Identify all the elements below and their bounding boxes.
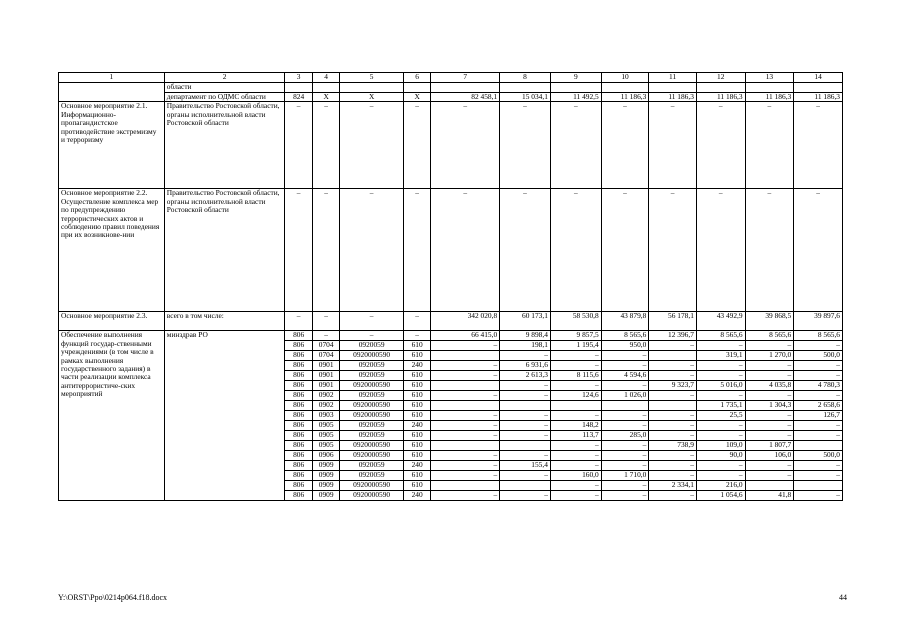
value-cell: 0901 bbox=[312, 361, 340, 371]
column-header: 14 bbox=[794, 73, 843, 83]
table-row bbox=[59, 189, 843, 312]
value-cell bbox=[500, 441, 551, 451]
value-cell: – bbox=[431, 189, 500, 312]
value-cell: 806 bbox=[285, 351, 313, 361]
value-cell: – bbox=[550, 441, 601, 451]
value-cell: 0902 bbox=[312, 401, 340, 411]
value-cell: 1 710,0 bbox=[601, 471, 649, 481]
value-cell: – bbox=[431, 491, 500, 501]
value-cell: – bbox=[340, 189, 403, 312]
value-cell: – bbox=[550, 361, 601, 371]
value-cell: – bbox=[601, 451, 649, 461]
value-cell: 0920059 bbox=[340, 371, 403, 381]
value-cell: – bbox=[745, 461, 794, 471]
value-cell: 610 bbox=[403, 441, 431, 451]
value-cell: 8 565,6 bbox=[696, 331, 745, 341]
value-cell: – bbox=[431, 461, 500, 471]
value-cell: – bbox=[500, 471, 551, 481]
value-cell: 0920059 bbox=[340, 391, 403, 401]
value-cell: 0903 bbox=[312, 411, 340, 421]
value-cell: 1 195,4 bbox=[550, 341, 601, 351]
value-cell: – bbox=[500, 491, 551, 501]
value-cell: – bbox=[601, 381, 649, 391]
value-cell bbox=[431, 401, 500, 411]
value-cell: – bbox=[601, 102, 649, 189]
column-header: 10 bbox=[601, 73, 649, 83]
value-cell: – bbox=[550, 451, 601, 461]
value-cell: – bbox=[500, 351, 551, 361]
value-cell: 610 bbox=[403, 451, 431, 461]
value-cell bbox=[550, 401, 601, 411]
value-cell: 4 035,8 bbox=[745, 381, 794, 391]
value-cell: 0920000590 bbox=[340, 451, 403, 461]
value-cell: – bbox=[550, 102, 601, 189]
value-cell: 806 bbox=[285, 361, 313, 371]
value-cell: 9 323,7 bbox=[649, 381, 697, 391]
value-cell: – bbox=[431, 102, 500, 189]
value-cell: 0920059 bbox=[340, 431, 403, 441]
value-cell: 806 bbox=[285, 391, 313, 401]
value-cell bbox=[340, 83, 403, 93]
value-cell: 39 868,5 bbox=[745, 312, 794, 331]
value-cell: – bbox=[696, 471, 745, 481]
value-cell: 950,0 bbox=[601, 341, 649, 351]
value-cell: 806 bbox=[285, 431, 313, 441]
value-cell bbox=[431, 83, 500, 93]
table-header-row bbox=[59, 73, 843, 83]
value-cell: 216,0 bbox=[696, 481, 745, 491]
value-cell: 1 807,7 bbox=[745, 441, 794, 451]
value-cell bbox=[431, 481, 500, 491]
column-header: 4 bbox=[312, 73, 340, 83]
value-cell: 0905 bbox=[312, 431, 340, 441]
value-cell: 8 565,6 bbox=[794, 331, 843, 341]
value-cell: – bbox=[500, 391, 551, 401]
table-row bbox=[59, 102, 843, 189]
value-cell: – bbox=[500, 451, 551, 461]
value-cell: – bbox=[285, 312, 313, 331]
value-cell bbox=[601, 401, 649, 411]
value-cell: X bbox=[340, 93, 403, 102]
value-cell: – bbox=[745, 102, 794, 189]
value-cell: 1 735,1 bbox=[696, 401, 745, 411]
value-cell: 0909 bbox=[312, 471, 340, 481]
value-cell: – bbox=[312, 189, 340, 312]
value-cell bbox=[794, 83, 843, 93]
value-cell: – bbox=[649, 421, 697, 431]
column-header: 12 bbox=[696, 73, 745, 83]
value-cell: – bbox=[431, 471, 500, 481]
value-cell: – bbox=[500, 381, 551, 391]
value-cell: 0901 bbox=[312, 381, 340, 391]
value-cell: – bbox=[340, 312, 403, 331]
column-header: 11 bbox=[649, 73, 697, 83]
value-cell: – bbox=[312, 331, 340, 341]
value-cell: 500,0 bbox=[794, 451, 843, 461]
value-cell bbox=[745, 83, 794, 93]
value-cell: – bbox=[649, 461, 697, 471]
value-cell: 806 bbox=[285, 491, 313, 501]
value-cell bbox=[649, 83, 697, 93]
value-cell bbox=[649, 401, 697, 411]
value-cell: 43 492,9 bbox=[696, 312, 745, 331]
value-cell bbox=[431, 381, 500, 391]
value-cell: 12 396,7 bbox=[649, 331, 697, 341]
value-cell: 610 bbox=[403, 341, 431, 351]
value-cell: – bbox=[696, 461, 745, 471]
value-cell: – bbox=[696, 361, 745, 371]
value-cell: – bbox=[500, 411, 551, 421]
value-cell: 610 bbox=[403, 411, 431, 421]
value-cell: – bbox=[601, 361, 649, 371]
value-cell: 1 304,3 bbox=[745, 401, 794, 411]
value-cell: 4 594,6 bbox=[601, 371, 649, 381]
value-cell: 0909 bbox=[312, 491, 340, 501]
value-cell: – bbox=[550, 461, 601, 471]
value-cell: – bbox=[794, 361, 843, 371]
value-cell: 106,0 bbox=[745, 451, 794, 461]
value-cell: 806 bbox=[285, 381, 313, 391]
value-cell: 160,0 bbox=[550, 471, 601, 481]
value-cell bbox=[550, 83, 601, 93]
value-cell: 15 034,1 bbox=[500, 93, 551, 102]
column-header: 7 bbox=[431, 73, 500, 83]
value-cell: – bbox=[745, 391, 794, 401]
value-cell: – bbox=[696, 189, 745, 312]
value-cell: – bbox=[500, 102, 551, 189]
value-cell: 319,1 bbox=[696, 351, 745, 361]
value-cell: 0909 bbox=[312, 481, 340, 491]
value-cell: – bbox=[500, 421, 551, 431]
value-cell: – bbox=[649, 102, 697, 189]
value-cell: – bbox=[794, 371, 843, 381]
value-cell: – bbox=[431, 361, 500, 371]
value-cell bbox=[431, 351, 500, 361]
value-cell: 610 bbox=[403, 471, 431, 481]
value-cell: 0920000590 bbox=[340, 481, 403, 491]
executor-cell: Правительство Ростовской области, органы исполнительной власти Ростовской области bbox=[164, 102, 285, 189]
value-cell: – bbox=[601, 491, 649, 501]
table-row bbox=[59, 93, 843, 102]
column-header: 1 bbox=[59, 73, 165, 83]
value-cell bbox=[285, 83, 313, 93]
activity-name-continued: Обеспечение выполнения функций государ-ственными учреждениями (в том числе в рамках выполнения государственного задания) в части реализации комплекса антитеррористиче-ских мероприятий bbox=[59, 331, 165, 501]
executor-cell: минздрав РО bbox=[164, 331, 285, 501]
value-cell: 0920000590 bbox=[340, 401, 403, 411]
value-cell: 0905 bbox=[312, 441, 340, 451]
value-cell: – bbox=[550, 411, 601, 421]
value-cell: – bbox=[431, 451, 500, 461]
value-cell: – bbox=[649, 341, 697, 351]
value-cell: – bbox=[550, 491, 601, 501]
value-cell: – bbox=[403, 312, 431, 331]
value-cell: – bbox=[431, 341, 500, 351]
value-cell: 500,0 bbox=[794, 351, 843, 361]
value-cell: – bbox=[601, 481, 649, 491]
value-cell: 610 bbox=[403, 371, 431, 381]
value-cell: 0920059 bbox=[340, 471, 403, 481]
value-cell: 11 186,3 bbox=[794, 93, 843, 102]
value-cell: – bbox=[696, 102, 745, 189]
value-cell: – bbox=[649, 491, 697, 501]
value-cell: 109,0 bbox=[696, 441, 745, 451]
value-cell: 806 bbox=[285, 401, 313, 411]
value-cell: 240 bbox=[403, 421, 431, 431]
value-cell: 6 931,6 bbox=[500, 361, 551, 371]
value-cell: – bbox=[550, 481, 601, 491]
value-cell: 342 020,8 bbox=[431, 312, 500, 331]
value-cell: 285,0 bbox=[601, 431, 649, 441]
value-cell: – bbox=[696, 431, 745, 441]
value-cell: – bbox=[601, 411, 649, 421]
column-header: 3 bbox=[285, 73, 313, 83]
table-row bbox=[59, 83, 843, 93]
footer-file-path: Y:\ORST\Ppo\0214p064.f18.docx bbox=[58, 593, 168, 602]
value-cell: 0920000590 bbox=[340, 381, 403, 391]
value-cell: – bbox=[794, 189, 843, 312]
value-cell: – bbox=[550, 189, 601, 312]
value-cell: 8 565,6 bbox=[745, 331, 794, 341]
value-cell: – bbox=[649, 189, 697, 312]
column-header: 5 bbox=[340, 73, 403, 83]
value-cell: 1 026,0 bbox=[601, 391, 649, 401]
value-cell: – bbox=[431, 411, 500, 421]
value-cell bbox=[312, 83, 340, 93]
value-cell: 66 415,0 bbox=[431, 331, 500, 341]
value-cell: 113,7 bbox=[550, 431, 601, 441]
value-cell: 806 bbox=[285, 481, 313, 491]
value-cell: – bbox=[431, 431, 500, 441]
value-cell: – bbox=[794, 341, 843, 351]
value-cell: – bbox=[550, 381, 601, 391]
value-cell: 90,0 bbox=[696, 451, 745, 461]
value-cell: 2 613,3 bbox=[500, 371, 551, 381]
value-cell bbox=[601, 83, 649, 93]
value-cell: – bbox=[745, 411, 794, 421]
value-cell: 2 334,1 bbox=[649, 481, 697, 491]
value-cell: 0920000590 bbox=[340, 491, 403, 501]
value-cell: 806 bbox=[285, 421, 313, 431]
value-cell: – bbox=[649, 361, 697, 371]
executor-cell: департамент по ОДМС области bbox=[164, 93, 285, 102]
value-cell: 240 bbox=[403, 361, 431, 371]
value-cell: – bbox=[794, 391, 843, 401]
value-cell: 0902 bbox=[312, 391, 340, 401]
value-cell: 4 780,3 bbox=[794, 381, 843, 391]
value-cell: 0920059 bbox=[340, 361, 403, 371]
value-cell: – bbox=[696, 421, 745, 431]
value-cell: X bbox=[403, 93, 431, 102]
value-cell: 155,4 bbox=[500, 461, 551, 471]
value-cell: 240 bbox=[403, 461, 431, 471]
value-cell: 806 bbox=[285, 471, 313, 481]
value-cell: – bbox=[285, 189, 313, 312]
value-cell: – bbox=[403, 189, 431, 312]
value-cell: – bbox=[601, 441, 649, 451]
column-header: 6 bbox=[403, 73, 431, 83]
value-cell bbox=[500, 481, 551, 491]
column-header: 8 bbox=[500, 73, 551, 83]
table-row bbox=[59, 312, 843, 331]
value-cell: – bbox=[794, 431, 843, 441]
value-cell: – bbox=[745, 341, 794, 351]
value-cell: 806 bbox=[285, 341, 313, 351]
value-cell: 1 270,0 bbox=[745, 351, 794, 361]
value-cell: 0906 bbox=[312, 451, 340, 461]
value-cell: 39 897,6 bbox=[794, 312, 843, 331]
value-cell: 11 186,3 bbox=[601, 93, 649, 102]
activity-cell bbox=[59, 83, 165, 102]
table-row bbox=[59, 331, 843, 341]
value-cell: 11 492,5 bbox=[550, 93, 601, 102]
value-cell: – bbox=[312, 102, 340, 189]
value-cell: 0909 bbox=[312, 461, 340, 471]
value-cell: – bbox=[745, 189, 794, 312]
value-cell bbox=[794, 441, 843, 451]
value-cell: 11 186,3 bbox=[649, 93, 697, 102]
value-cell: 806 bbox=[285, 331, 313, 341]
value-cell: – bbox=[500, 431, 551, 441]
value-cell: – bbox=[340, 331, 403, 341]
value-cell: 82 458,1 bbox=[431, 93, 500, 102]
value-cell bbox=[794, 481, 843, 491]
value-cell: – bbox=[340, 102, 403, 189]
value-cell: – bbox=[745, 371, 794, 381]
value-cell: – bbox=[649, 411, 697, 421]
value-cell: 806 bbox=[285, 411, 313, 421]
activity-name: Основное мероприятие 2.3. bbox=[59, 312, 165, 331]
value-cell: 11 186,3 bbox=[745, 93, 794, 102]
value-cell: – bbox=[745, 421, 794, 431]
footer-page-number: 44 bbox=[839, 593, 847, 602]
value-cell: 610 bbox=[403, 391, 431, 401]
value-cell: X bbox=[312, 93, 340, 102]
value-cell: 2 658,6 bbox=[794, 401, 843, 411]
value-cell: – bbox=[649, 391, 697, 401]
value-cell: – bbox=[601, 421, 649, 431]
activity-name: Основное мероприятие 2.2. Осуществление комплекса мер по предупреждению террористических актов и соблюдению правил поведения при их возникнове-нии bbox=[59, 189, 165, 312]
value-cell bbox=[745, 481, 794, 491]
value-cell: – bbox=[745, 431, 794, 441]
executor-cell: Правительство Ростовской области, органы исполнительной власти Ростовской области bbox=[164, 189, 285, 312]
value-cell: 0704 bbox=[312, 341, 340, 351]
value-cell: 806 bbox=[285, 441, 313, 451]
executor-cell: области bbox=[164, 83, 285, 93]
value-cell bbox=[500, 401, 551, 411]
value-cell: 60 173,1 bbox=[500, 312, 551, 331]
value-cell: – bbox=[745, 361, 794, 371]
value-cell: – bbox=[649, 371, 697, 381]
value-cell: 124,6 bbox=[550, 391, 601, 401]
value-cell: 5 016,0 bbox=[696, 381, 745, 391]
value-cell bbox=[649, 351, 697, 361]
value-cell: 0920059 bbox=[340, 421, 403, 431]
value-cell: 0920059 bbox=[340, 341, 403, 351]
column-header: 2 bbox=[164, 73, 285, 83]
column-header: 13 bbox=[745, 73, 794, 83]
value-cell: 9 898,4 bbox=[500, 331, 551, 341]
value-cell: 126,7 bbox=[794, 411, 843, 421]
value-cell: 824 bbox=[285, 93, 313, 102]
value-cell: 240 bbox=[403, 491, 431, 501]
value-cell: 610 bbox=[403, 401, 431, 411]
value-cell: – bbox=[794, 461, 843, 471]
value-cell bbox=[403, 83, 431, 93]
value-cell: – bbox=[794, 102, 843, 189]
value-cell: 148,2 bbox=[550, 421, 601, 431]
value-cell: 11 186,3 bbox=[696, 93, 745, 102]
value-cell: – bbox=[649, 431, 697, 441]
value-cell: – bbox=[696, 341, 745, 351]
value-cell: – bbox=[550, 351, 601, 361]
value-cell: 738,9 bbox=[649, 441, 697, 451]
value-cell: 610 bbox=[403, 481, 431, 491]
value-cell: 0905 bbox=[312, 421, 340, 431]
value-cell: 25,5 bbox=[696, 411, 745, 421]
value-cell: 8 115,6 bbox=[550, 371, 601, 381]
value-cell: 806 bbox=[285, 451, 313, 461]
value-cell: 610 bbox=[403, 381, 431, 391]
executor-cell: всего в том числе: bbox=[164, 312, 285, 331]
value-cell: 8 565,6 bbox=[601, 331, 649, 341]
value-cell: – bbox=[403, 102, 431, 189]
value-cell: – bbox=[403, 331, 431, 341]
value-cell: 43 879,8 bbox=[601, 312, 649, 331]
value-cell bbox=[500, 83, 551, 93]
value-cell: 41,8 bbox=[745, 491, 794, 501]
value-cell: 0920000590 bbox=[340, 351, 403, 361]
value-cell bbox=[696, 83, 745, 93]
value-cell: – bbox=[601, 189, 649, 312]
value-cell: – bbox=[696, 391, 745, 401]
value-cell: 610 bbox=[403, 431, 431, 441]
value-cell: – bbox=[285, 102, 313, 189]
value-cell: 58 530,8 bbox=[550, 312, 601, 331]
value-cell: – bbox=[312, 312, 340, 331]
value-cell: 0901 bbox=[312, 371, 340, 381]
value-cell: – bbox=[794, 491, 843, 501]
value-cell: 610 bbox=[403, 351, 431, 361]
budget-table bbox=[58, 72, 843, 501]
value-cell: – bbox=[696, 371, 745, 381]
activity-name: Основное мероприятие 2.1. Информационно-пропагандистское противодействие экстремизму и терроризму bbox=[59, 102, 165, 189]
value-cell: – bbox=[649, 451, 697, 461]
value-cell bbox=[431, 441, 500, 451]
value-cell: 0920000590 bbox=[340, 441, 403, 451]
value-cell: – bbox=[649, 471, 697, 481]
value-cell: – bbox=[500, 189, 551, 312]
value-cell: – bbox=[601, 351, 649, 361]
value-cell: – bbox=[431, 371, 500, 381]
value-cell: – bbox=[745, 471, 794, 481]
value-cell: 1 054,6 bbox=[696, 491, 745, 501]
value-cell: 9 857,5 bbox=[550, 331, 601, 341]
column-header: 9 bbox=[550, 73, 601, 83]
value-cell: 806 bbox=[285, 461, 313, 471]
value-cell: 56 178,1 bbox=[649, 312, 697, 331]
value-cell: 0704 bbox=[312, 351, 340, 361]
value-cell: – bbox=[794, 471, 843, 481]
value-cell: – bbox=[794, 421, 843, 431]
value-cell: 0920000590 bbox=[340, 411, 403, 421]
value-cell: – bbox=[431, 421, 500, 431]
value-cell: – bbox=[431, 391, 500, 401]
value-cell: 806 bbox=[285, 371, 313, 381]
value-cell: 0920059 bbox=[340, 461, 403, 471]
value-cell: – bbox=[601, 461, 649, 471]
value-cell: 198,1 bbox=[500, 341, 551, 351]
